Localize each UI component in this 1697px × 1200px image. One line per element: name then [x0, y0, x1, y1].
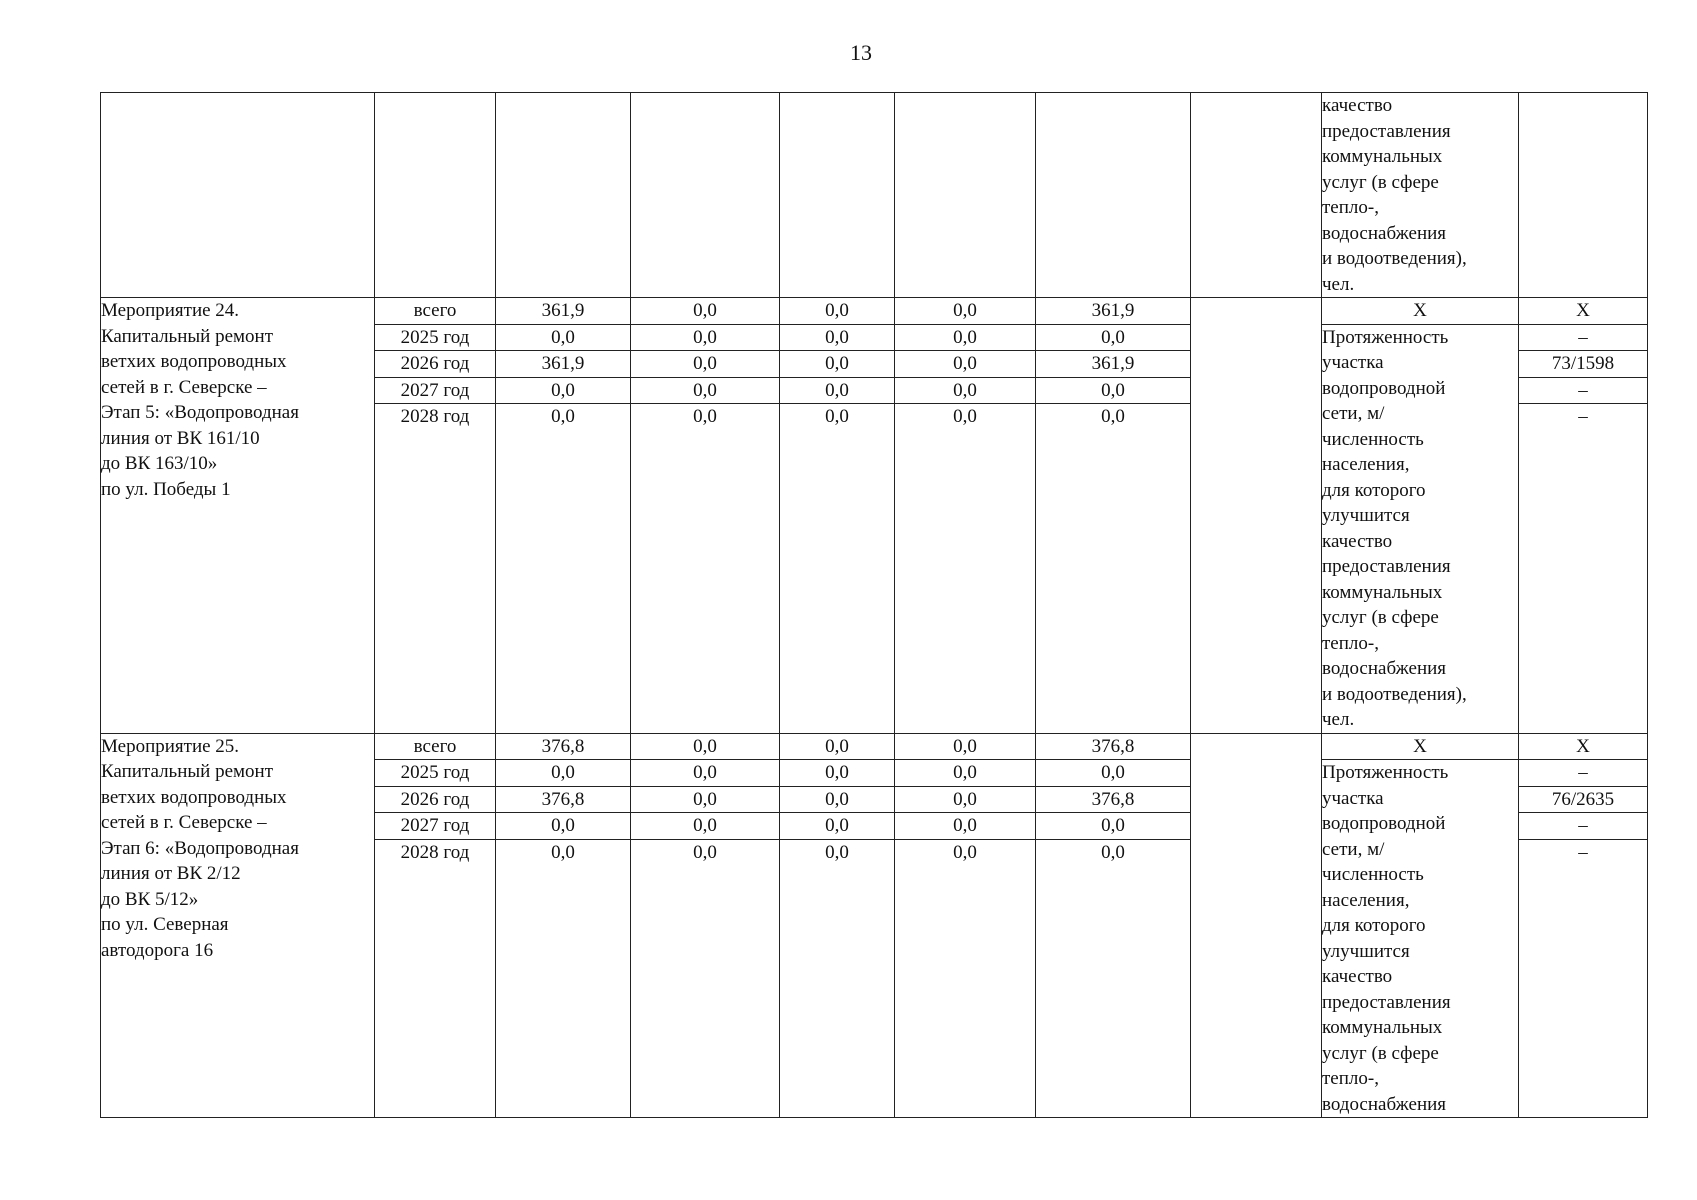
value-cell: 0,0 — [1036, 377, 1191, 404]
value-cell: 0,0 — [780, 324, 895, 351]
value-cell: 0,0 — [631, 786, 780, 813]
value-cell: 0,0 — [895, 786, 1036, 813]
period-cell: 2026 год — [375, 786, 496, 813]
value-cell: 0,0 — [496, 839, 631, 1117]
value-cell: 361,9 — [496, 351, 631, 378]
value-cell: 0,0 — [496, 760, 631, 787]
value-cell: 0,0 — [1036, 839, 1191, 1117]
table-row — [101, 733, 1648, 760]
value-cell: 0,0 — [631, 760, 780, 787]
period-cell: 2026 год — [375, 351, 496, 378]
cell-empty — [631, 93, 780, 298]
indicator-value-header: Х — [1519, 733, 1648, 760]
value-cell: 0,0 — [1036, 760, 1191, 787]
value-cell: 0,0 — [895, 813, 1036, 840]
indicator-value: – — [1519, 813, 1648, 840]
cell-empty — [780, 93, 895, 298]
cell-empty — [1191, 93, 1322, 298]
indicator-header: Х — [1322, 298, 1519, 325]
period-cell: всего — [375, 298, 496, 325]
indicator-description — [1322, 93, 1519, 298]
value-cell: 0,0 — [1036, 324, 1191, 351]
indicator-value: – — [1519, 404, 1648, 733]
value-cell: 0,0 — [631, 404, 780, 733]
activity-name-text: Мероприятие 24. Капитальный ремонт ветхих водопроводных сетей в г. Северске – Этап 5: «Водопроводная линия от ВК 161/10 до ВК 163/10» по ул. Победы 1 — [101, 300, 299, 500]
indicator-description — [1322, 760, 1519, 1118]
value-cell: 0,0 — [496, 324, 631, 351]
value-cell: 0,0 — [780, 351, 895, 378]
value-cell: 0,0 — [496, 377, 631, 404]
cell-empty — [101, 93, 375, 298]
period-cell: 2028 год — [375, 839, 496, 1117]
indicator-header: Х — [1322, 733, 1519, 760]
activity-name-text: Мероприятие 25. Капитальный ремонт ветхих водопроводных сетей в г. Северске – Этап 6: «Водопроводная линия от ВК 2/12 до ВК 5/12» по ул. Северная автодорога 16 — [101, 735, 299, 961]
cell-empty — [1519, 93, 1648, 298]
cell-empty — [1036, 93, 1191, 298]
activity-name — [101, 733, 375, 1118]
value-cell: 361,9 — [1036, 298, 1191, 325]
period-cell: 2025 год — [375, 324, 496, 351]
value-cell: 376,8 — [496, 786, 631, 813]
value-cell: 0,0 — [780, 786, 895, 813]
value-cell: 0,0 — [780, 404, 895, 733]
cell-empty — [1191, 733, 1322, 1118]
value-cell: 0,0 — [496, 813, 631, 840]
page-number: 13 — [850, 40, 872, 65]
value-cell: 0,0 — [895, 351, 1036, 378]
value-cell: 361,9 — [1036, 351, 1191, 378]
value-cell: 0,0 — [780, 298, 895, 325]
value-cell: 0,0 — [895, 404, 1036, 733]
value-cell: 0,0 — [631, 813, 780, 840]
period-cell: 2025 год — [375, 760, 496, 787]
value-cell: 0,0 — [895, 760, 1036, 787]
value-cell: 0,0 — [631, 298, 780, 325]
value-cell: 0,0 — [780, 377, 895, 404]
value-cell: 0,0 — [895, 733, 1036, 760]
program-activities-table — [100, 92, 1648, 1118]
value-cell: 0,0 — [1036, 404, 1191, 733]
value-cell: 376,8 — [1036, 733, 1191, 760]
value-cell: 0,0 — [631, 377, 780, 404]
indicator-value: 76/2635 — [1519, 786, 1648, 813]
activity-name — [101, 298, 375, 734]
indicator-value: 73/1598 — [1519, 351, 1648, 378]
value-cell: 0,0 — [496, 404, 631, 733]
value-cell: 0,0 — [780, 760, 895, 787]
value-cell: 0,0 — [1036, 813, 1191, 840]
value-cell: 0,0 — [895, 377, 1036, 404]
value-cell: 0,0 — [780, 733, 895, 760]
value-cell: 0,0 — [631, 324, 780, 351]
period-cell: 2027 год — [375, 377, 496, 404]
value-cell: 0,0 — [895, 324, 1036, 351]
value-cell: 0,0 — [895, 839, 1036, 1117]
cell-empty — [375, 93, 496, 298]
indicator-text: Протяженность участка водопроводной сети, м/ численность населения, для которого улучшится качество предоставления коммунальных услуг (в сфере тепло-, водоснабжения — [1322, 762, 1451, 1115]
cell-empty — [895, 93, 1036, 298]
value-cell: 0,0 — [631, 351, 780, 378]
value-cell: 376,8 — [1036, 786, 1191, 813]
value-cell: 0,0 — [780, 813, 895, 840]
indicator-description — [1322, 324, 1519, 733]
indicator-value: – — [1519, 324, 1648, 351]
continuation-row — [101, 93, 1648, 298]
value-cell: 0,0 — [895, 298, 1036, 325]
value-cell: 0,0 — [780, 839, 895, 1117]
value-cell: 0,0 — [631, 839, 780, 1117]
indicator-value: – — [1519, 377, 1648, 404]
indicator-text: Протяженность участка водопроводной сети, м/ численность населения, для которого улучшится качество предоставления коммунальных услуг (в сфере тепло-, водоснабжения и водоотведения), чел. — [1322, 326, 1467, 730]
cell-empty — [496, 93, 631, 298]
table-row — [101, 298, 1648, 325]
cell-empty — [1191, 298, 1322, 734]
indicator-value: – — [1519, 760, 1648, 787]
value-cell: 0,0 — [631, 733, 780, 760]
period-cell: 2028 год — [375, 404, 496, 733]
value-cell: 361,9 — [496, 298, 631, 325]
period-cell: всего — [375, 733, 496, 760]
indicator-text: качество предоставления коммунальных услуг (в сфере тепло-, водоснабжения и водоотведения), чел. — [1322, 95, 1467, 295]
indicator-value: – — [1519, 839, 1648, 1117]
indicator-value-header: Х — [1519, 298, 1648, 325]
period-cell: 2027 год — [375, 813, 496, 840]
value-cell: 376,8 — [496, 733, 631, 760]
